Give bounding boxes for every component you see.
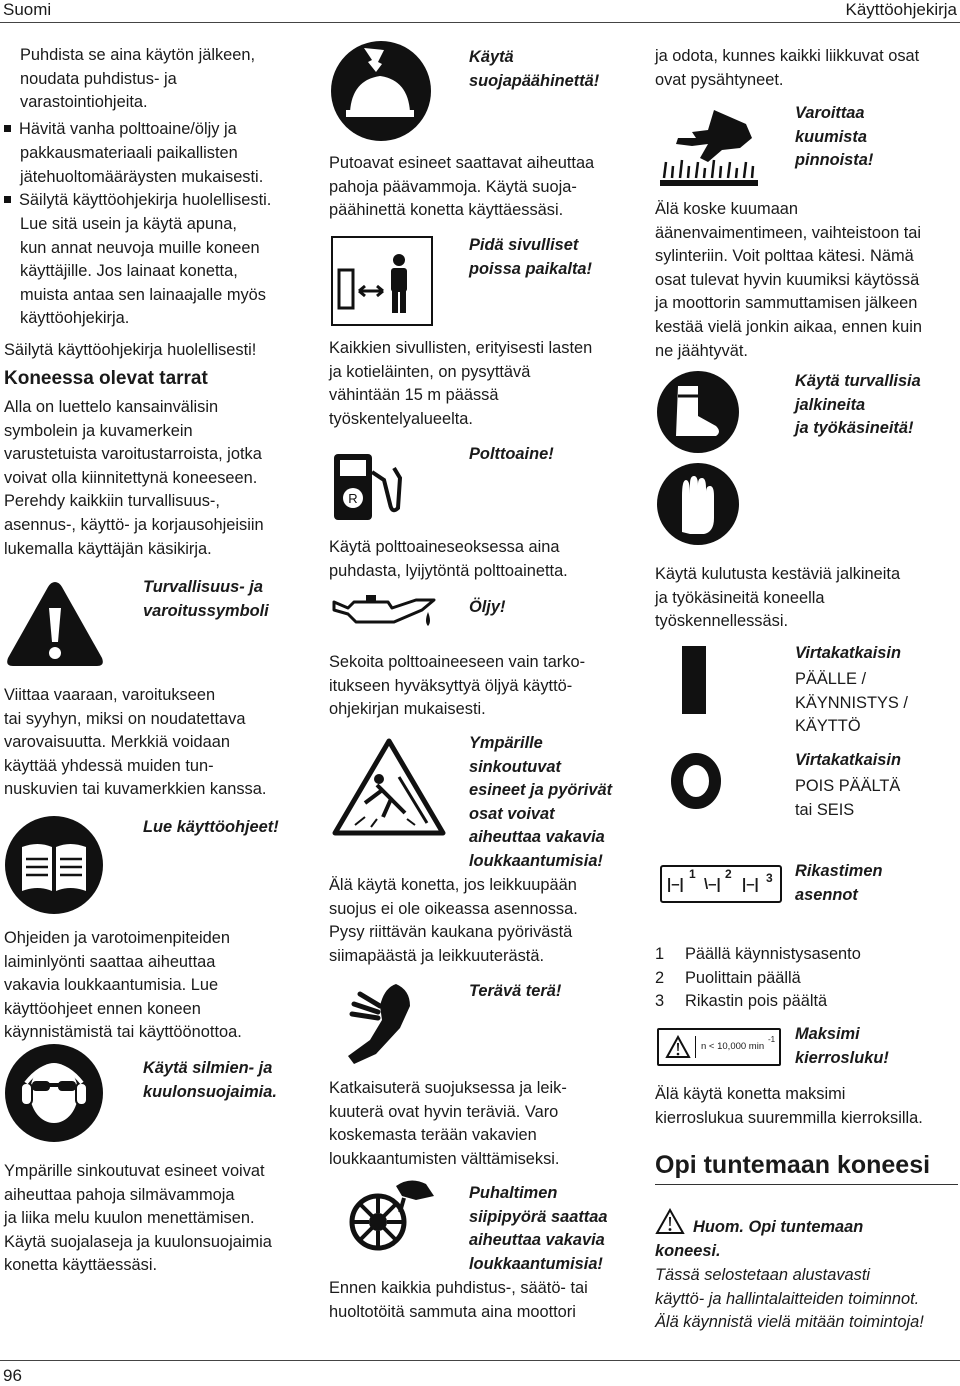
fuel-title: Polttoaine! bbox=[469, 445, 554, 463]
warning-triangle-icon bbox=[665, 1035, 691, 1059]
fan-impeller-hand-icon bbox=[330, 1172, 440, 1264]
impeller-text: Ennen kaikkia puhdistus-, säätö- tai huoltotöitä sammuta aina moottori bbox=[329, 1279, 588, 1321]
choke-mark-3: 3 bbox=[766, 871, 773, 885]
eye-ear-protection-icon bbox=[4, 1043, 104, 1143]
oil-can-icon bbox=[330, 592, 440, 634]
bullet-disposal-cont: pakkausmateriaali paikallisten jätehuoltomääräysten mukaisesti. bbox=[20, 144, 264, 186]
rpm-limit-exponent: -1 bbox=[768, 1035, 776, 1044]
intro-text: Puhdista se aina käytön jälkeen, noudata puhdistus- ja varastointiohjeita. bbox=[20, 46, 256, 112]
hot-surface-text: Älä koske kuumaan äänenvaimentimeen, vaihteistoon tai sylinteriin. Voit polttaa kätesi. Nämä osat tulevat hyvin kuumiksi käytössä ja moottorin sammuttamisen jälkeen kestää vielä jonkin aikaa, ennen kuin ne jäähtyvät. bbox=[655, 200, 922, 360]
choke-mark-1: 1 bbox=[689, 867, 696, 881]
warning-triangle-icon bbox=[655, 1208, 685, 1235]
ppe-title: Käytä turvallisia jalkineita ja työkäsineitä! bbox=[795, 372, 921, 438]
choke-positions-list bbox=[655, 943, 861, 1014]
bystanders-title: Pidä sivulliset poissa paikalta! bbox=[469, 236, 592, 278]
bystanders-text: Kaikkien sivullisten, erityisesti lasten ja kotieläinten, on pysyttävä vähintään 15 m päässä työskentelyalueelta. bbox=[329, 339, 593, 428]
helmet-title: Käytä suojapäähinettä! bbox=[469, 48, 600, 90]
helmet-text: Putoavat esineet saattavat aiheuttaa pahoja päävammoja. Käytä suoja- päähinettä konetta käyttäessäsi. bbox=[329, 154, 595, 220]
section-heading-labels: Koneessa olevat tarrat bbox=[4, 368, 208, 389]
oil-title: Öljy! bbox=[469, 598, 506, 616]
ppe-text: Käytä kulutusta kestäviä jalkineita ja työkäsineitä koneella työskennellessäsi. bbox=[655, 565, 901, 631]
rpm-limit-text: n < 10,000 min bbox=[701, 1041, 765, 1052]
choke-mark-2: 2 bbox=[725, 867, 732, 881]
safety-symbol-title: Turvallisuus- ja varoitussymboli bbox=[143, 578, 269, 620]
eye-protection-title: Käytä silmien- ja kuulonsuojaimia. bbox=[143, 1059, 277, 1101]
max-rpm-label bbox=[657, 1028, 781, 1066]
switch-on-symbol bbox=[682, 646, 706, 714]
eye-protection-text: Ympärille sinkoutuvat esineet voivat aiheuttaa pahoja silmävammoja ja liika melu kuulon menettämisen. Käytä suojalaseja ja kuulonsuojaimia konetta käyttäessäsi. bbox=[4, 1162, 272, 1275]
book-manual-icon bbox=[4, 815, 104, 915]
choke-title: Rikastimen asennot bbox=[795, 862, 883, 904]
helmet-icon bbox=[330, 40, 432, 142]
impeller-title: Puhaltimen siipipyörä saattaa aiheuttaa vakavia loukkaantumisia! bbox=[469, 1184, 608, 1273]
thrown-objects-warning-icon bbox=[331, 737, 447, 837]
bullet-keep-manual: Säilytä käyttöohjekirja huolellisesti. bbox=[4, 189, 271, 213]
continuation-text: ja odota, kunnes kaikki liikkuvat osat ovat pysähtyneet. bbox=[655, 47, 920, 89]
work-gloves-icon bbox=[656, 462, 740, 546]
know-machine-text: Tässä selostetaan alustavasti käyttö- ja hallintalaitteiden toiminnot. Älä käynnistä vielä mitään toimintoja! bbox=[655, 1266, 924, 1332]
thrown-objects-text: Älä käytä konetta, jos leikkuupään suojus ei ole oikeassa asennossa. Pysy riittävän kaukana pyörivästä siimapäästä ja leikkuuterästä. bbox=[329, 876, 578, 965]
switch-off-text: POIS PÄÄLTÄ tai SEIS bbox=[795, 777, 901, 819]
switch-on-text: PÄÄLLE / KÄYNNISTYS / KÄYTTÖ bbox=[795, 670, 908, 736]
sharp-blade-title: Terävä terä! bbox=[469, 982, 562, 1000]
labels-intro: Alla on luettelo kansainvälisin symbolein ja kuvamerkein varustetuista varoitustarroista, jotka voivat olla kiinnitettynä koneeseen. Perehdy kaikkiin turvallisuus-, asennus-, käyttö- ja korjausohjeisiin lukemalla käyttäjän käsikirja. bbox=[4, 398, 264, 558]
switch-on-title: Virtakatkaisin bbox=[795, 644, 901, 662]
page-footer-rule bbox=[0, 1360, 960, 1361]
list-item: 1 Päällä käynnistysasento bbox=[655, 945, 861, 963]
bullet-keep-manual-cont: Lue sitä usein ja käytä apuna, kun annat neuvoja muille koneen käyttäjille. Jos lainaat konetta, muista antaa sen lainaajalle myös käyttöohjekirja. bbox=[20, 215, 266, 328]
section-heading-know-machine: Opi tuntemaan koneesi bbox=[655, 1151, 958, 1185]
hot-surface-title: Varoittaa kuumista pinnoista! bbox=[795, 104, 874, 170]
bystanders-distance-icon bbox=[331, 236, 433, 326]
fuel-pump-icon bbox=[330, 448, 410, 528]
header-doc-title: Käyttöohjekirja bbox=[845, 0, 957, 19]
read-manual-text: Ohjeiden ja varotoimenpiteiden laiminlyönti saattaa aiheuttaa vakavia loukkaantumisia. Lue käyttöohjeet ennen koneen käynnistämistä tai käyttöönottoa. bbox=[4, 929, 242, 1042]
switch-off-title: Virtakatkaisin bbox=[795, 751, 901, 769]
choke-positions-icon: |–| 1 \–| 2 |–| 3 bbox=[660, 865, 782, 903]
warning-triangle-icon bbox=[4, 578, 106, 670]
max-rpm-title: Maksimi kierrosluku! bbox=[795, 1025, 889, 1067]
list-item: 2 Puolittain päällä bbox=[655, 968, 801, 987]
keep-manual-note: Säilytä käyttöohjekirja huolellisesti! bbox=[4, 341, 257, 359]
know-machine-title-2: koneesi. bbox=[655, 1242, 721, 1260]
fuel-text: Käytä polttoaineseoksessa aina puhdasta, lyijytöntä polttoainetta. bbox=[329, 538, 568, 580]
know-machine-title-1: Huom. Opi tuntemaan bbox=[693, 1218, 864, 1236]
bullet-disposal: Hävitä vanha polttoaine/öljy ja bbox=[4, 118, 237, 142]
page-number: 96 bbox=[3, 1366, 22, 1385]
thrown-objects-title: Ympärille sinkoutuvat esineet ja pyörivät osat voivat aiheuttaa vakavia loukkaantumisia! bbox=[469, 734, 613, 870]
safety-boots-icon bbox=[656, 370, 740, 454]
safety-symbol-text: Viittaa vaaraan, varoitukseen tai syyhyn, miksi on noudatettava varovaisuutta. Merkkiä voidaan käyttää yhdessä muiden tun- nuskuvien tai kuvamerkkien kanssa. bbox=[4, 686, 267, 799]
list-item: 3 Rikastin pois päältä bbox=[655, 992, 828, 1011]
oil-text: Sekoita polttoaineeseen vain tarko- itukseen hyväksyttyä öljyä käyttö- ohjekirjan mukaisesti. bbox=[329, 653, 586, 719]
sharp-blade-text: Katkaisuterä suojuksessa ja leik- kuuterä ovat hyvin teräviä. Varo koskemasta terään vakavien loukkaantumisten välttämiseksi. bbox=[329, 1079, 567, 1168]
max-rpm-text: Älä käytä konetta maksimi kierroslukua suuremmilla kierroksilla. bbox=[655, 1085, 923, 1127]
page-header bbox=[0, 0, 960, 23]
hot-surface-hand-icon bbox=[656, 104, 760, 188]
read-manual-title: Lue käyttöohjeet! bbox=[143, 818, 279, 836]
svg-text:R: R bbox=[348, 491, 358, 506]
header-language: Suomi bbox=[3, 0, 52, 19]
switch-off-symbol bbox=[668, 752, 724, 810]
sharp-blade-hand-icon bbox=[340, 980, 422, 1066]
